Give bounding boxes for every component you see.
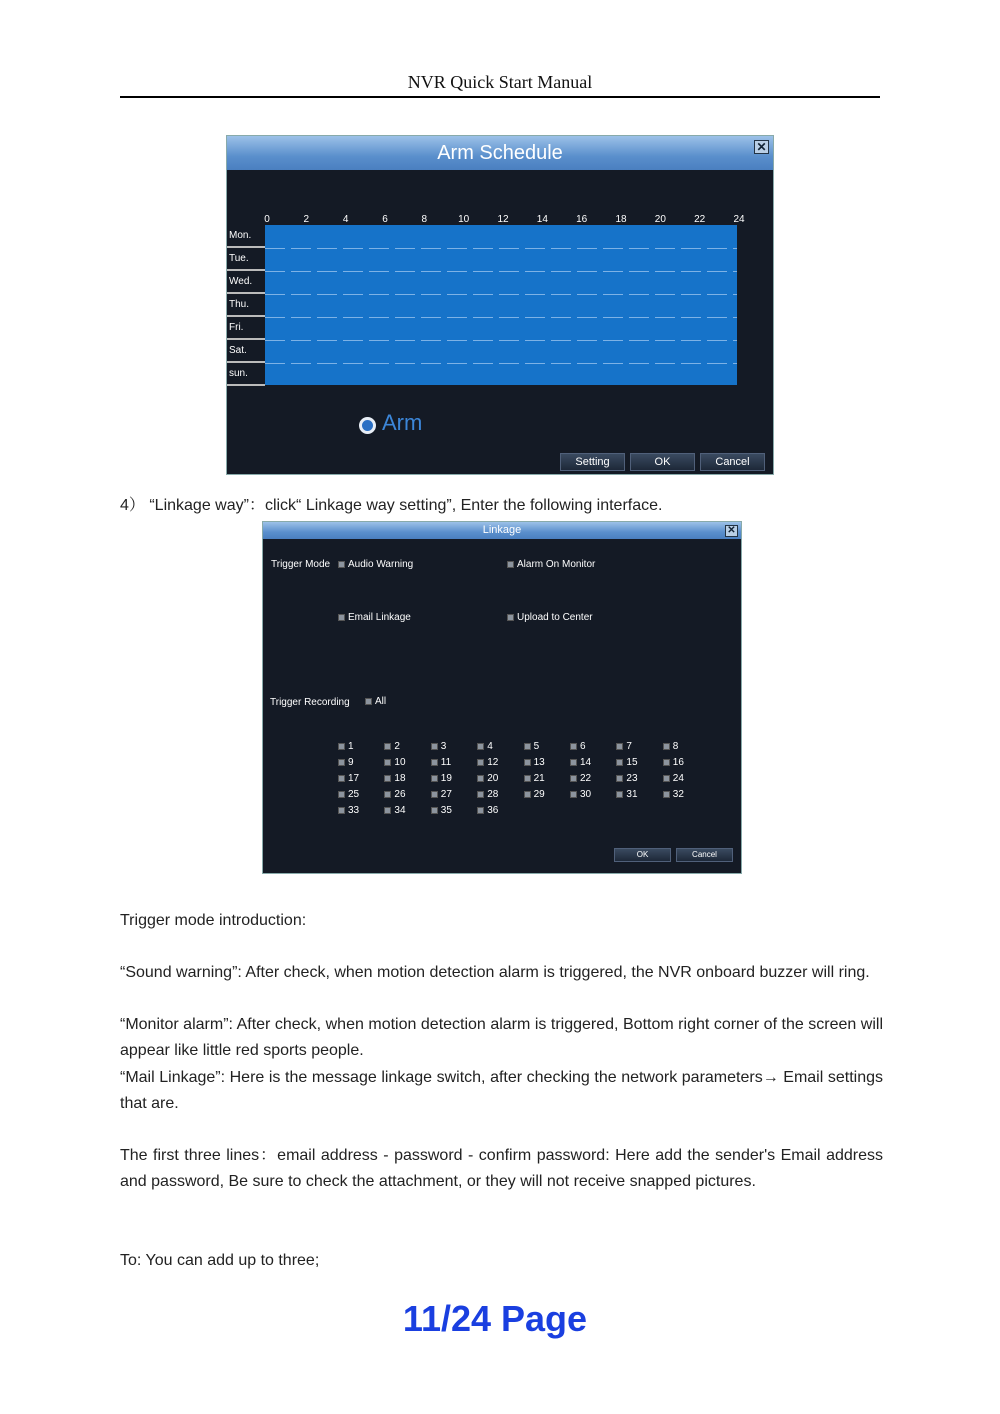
monitor-alarm-paragraph: “Monitor alarm”: After check, when motion detection alarm is triggered, Bottom right corner of the screen will appear like little red sports people. — [120, 1016, 883, 1060]
channel-label: 3 — [440, 741, 447, 752]
day-label: Fri. — [227, 317, 265, 340]
channel-label: 25 — [348, 789, 360, 800]
channel-checkbox[interactable] — [663, 741, 679, 752]
checkbox-icon — [365, 698, 372, 705]
all-channels-checkbox[interactable] — [365, 696, 386, 707]
channel-checkbox[interactable] — [338, 789, 359, 800]
channel-label: 27 — [440, 789, 452, 800]
channel-label: 32 — [672, 789, 684, 800]
channel-checkbox[interactable] — [477, 757, 498, 768]
day-row-divider — [265, 363, 737, 364]
alarm-on-monitor-checkbox[interactable] — [507, 559, 595, 570]
step-4-text: 4） “Linkage way”：click“ Linkage way setting”, Enter the following interface. — [120, 497, 663, 514]
channel-checkbox[interactable] — [663, 773, 684, 784]
checkbox-icon — [507, 561, 514, 568]
channel-label: 11 — [440, 757, 452, 768]
linkage-dialog — [262, 521, 742, 874]
upload-to-center-checkbox[interactable] — [507, 612, 593, 623]
channel-label: 18 — [394, 773, 406, 784]
channel-checkbox[interactable] — [477, 805, 498, 816]
channel-checkbox[interactable] — [431, 805, 452, 816]
channel-label: 9 — [348, 757, 354, 768]
checkbox-icon — [477, 759, 484, 766]
hour-tick-label: 4 — [342, 214, 349, 225]
checkbox-icon — [663, 775, 670, 782]
hour-tick-label: 2 — [303, 214, 310, 225]
arm-radio-button[interactable] — [359, 417, 376, 434]
checkbox-icon — [663, 759, 670, 766]
to-paragraph: To: You can add up to three; — [120, 1252, 320, 1269]
checkbox-icon — [431, 791, 438, 798]
checkbox-icon — [338, 759, 345, 766]
channel-checkbox[interactable] — [477, 789, 498, 800]
channel-label: 34 — [394, 805, 406, 816]
day-label: Tue. — [227, 248, 265, 271]
checkbox-icon — [338, 775, 345, 782]
channel-label: 36 — [487, 805, 499, 816]
checkbox-icon — [524, 759, 531, 766]
all-label: All — [375, 696, 387, 707]
document-header-title: NVR Quick Start Manual — [407, 72, 593, 92]
day-row-divider — [265, 248, 737, 249]
checkbox-icon — [524, 743, 531, 750]
header-divider — [120, 96, 880, 98]
channel-checkbox[interactable] — [663, 789, 684, 800]
channel-checkbox[interactable] — [431, 741, 447, 752]
hour-tick-label: 24 — [733, 214, 745, 225]
checkbox-icon — [524, 791, 531, 798]
hour-tick-label: 14 — [536, 214, 548, 225]
channel-checkbox[interactable] — [570, 789, 591, 800]
sound-warning-paragraph: “Sound warning”: After check, when motion detection alarm is triggered, the NVR onboard buzzer will ring. — [120, 964, 870, 981]
channel-label: 29 — [533, 789, 545, 800]
arm-schedule-dialog — [226, 135, 774, 475]
channel-label: 21 — [533, 773, 545, 784]
checkbox-icon — [384, 759, 391, 766]
channel-label: 22 — [580, 773, 592, 784]
checkbox-icon — [384, 807, 391, 814]
day-label: Wed. — [227, 271, 265, 294]
checkbox-icon — [477, 807, 484, 814]
channel-checkbox[interactable] — [477, 773, 498, 784]
channel-checkbox[interactable] — [616, 789, 637, 800]
checkbox-icon — [477, 791, 484, 798]
channel-checkbox[interactable] — [384, 805, 405, 816]
ok-button[interactable]: OK — [630, 453, 695, 471]
mail-linkage-paragraph: “Mail Linkage”: Here is the message linkage switch, after checking the network parameters→ Email settings that are. — [120, 1069, 883, 1113]
email-lines-paragraph: The first three lines：email address - password - confirm password: Here add the sender's Email address and password, Be sure to check the attachment, or they will not receive snapped pictures. — [120, 1147, 883, 1191]
channel-label: 4 — [487, 741, 493, 752]
channel-checkbox[interactable] — [570, 741, 586, 752]
ok-button[interactable]: OK — [614, 848, 671, 862]
channel-label: 16 — [672, 757, 684, 768]
checkbox-icon — [338, 743, 345, 750]
email-linkage-checkbox[interactable] — [338, 612, 411, 623]
checkbox-icon — [616, 775, 623, 782]
hour-tick-label: 16 — [576, 214, 588, 225]
checkbox-icon — [338, 791, 345, 798]
schedule-grid[interactable] — [265, 225, 737, 385]
channel-label: 24 — [672, 773, 684, 784]
checkbox-icon — [431, 743, 438, 750]
arm-schedule-title: Arm Schedule — [227, 136, 773, 170]
checkbox-icon — [477, 775, 484, 782]
checkbox-icon — [431, 807, 438, 814]
checkbox-icon — [431, 775, 438, 782]
channel-label: 10 — [394, 757, 406, 768]
channel-checkbox[interactable] — [431, 773, 452, 784]
trigger-mode-label: Trigger Mode — [271, 559, 331, 570]
channel-checkbox[interactable] — [338, 805, 359, 816]
hour-tick-label: 20 — [654, 214, 666, 225]
channel-label: 35 — [440, 805, 452, 816]
channel-label: 7 — [626, 741, 632, 752]
channel-checkbox[interactable] — [524, 789, 545, 800]
day-row-divider — [265, 340, 737, 341]
channel-label: 14 — [580, 757, 592, 768]
hour-tick-label: 8 — [421, 214, 428, 225]
channel-label: 2 — [394, 741, 400, 752]
channel-label: 6 — [580, 741, 586, 752]
channel-checkbox[interactable] — [477, 741, 493, 752]
day-label: Thu. — [227, 294, 265, 317]
channel-checkbox[interactable] — [616, 757, 637, 768]
channel-checkbox[interactable] — [524, 741, 540, 752]
channel-checkbox[interactable] — [570, 773, 591, 784]
checkbox-icon — [663, 743, 670, 750]
close-icon[interactable]: ✕ — [754, 140, 769, 154]
channel-checkbox[interactable] — [616, 741, 632, 752]
channel-label: 30 — [580, 789, 592, 800]
checkbox-icon — [431, 759, 438, 766]
checkbox-icon — [384, 791, 391, 798]
channel-label: 12 — [487, 757, 499, 768]
cancel-button[interactable]: Cancel — [676, 848, 733, 862]
checkbox-icon — [616, 743, 623, 750]
checkbox-icon — [570, 743, 577, 750]
day-label: sun. — [227, 363, 265, 386]
email-linkage-label: Email Linkage — [348, 612, 411, 623]
channel-checkbox[interactable] — [616, 773, 637, 784]
channel-checkbox[interactable] — [524, 773, 545, 784]
checkbox-icon — [616, 791, 623, 798]
upload-to-center-label: Upload to Center — [517, 612, 593, 623]
channel-label: 20 — [487, 773, 499, 784]
checkbox-icon — [570, 791, 577, 798]
channel-checkbox[interactable] — [384, 741, 400, 752]
day-row-divider — [265, 317, 737, 318]
channel-checkbox[interactable] — [570, 757, 591, 768]
day-label: Mon. — [227, 225, 265, 248]
audio-warning-checkbox[interactable] — [338, 559, 413, 570]
checkbox-icon — [338, 614, 345, 621]
channel-label: 17 — [348, 773, 360, 784]
channel-checkbox[interactable] — [384, 757, 405, 768]
trigger-mode-intro: Trigger mode introduction: — [120, 912, 307, 929]
channel-label: 19 — [440, 773, 452, 784]
checkbox-icon — [663, 791, 670, 798]
checkbox-icon — [507, 614, 514, 621]
setting-button[interactable]: Setting — [560, 453, 625, 471]
close-icon[interactable]: ✕ — [725, 525, 738, 537]
page-number: 11/24 Page — [402, 1298, 588, 1339]
checkbox-icon — [570, 775, 577, 782]
channel-label: 5 — [533, 741, 540, 752]
checkbox-icon — [524, 775, 531, 782]
channel-label: 31 — [626, 789, 638, 800]
checkbox-icon — [616, 759, 623, 766]
day-row-divider — [265, 294, 737, 295]
checkbox-icon — [338, 561, 345, 568]
checkbox-icon — [477, 743, 484, 750]
channel-checkbox[interactable] — [663, 757, 684, 768]
channel-checkbox[interactable] — [338, 741, 354, 752]
channel-checkbox[interactable] — [338, 773, 359, 784]
trigger-recording-label: Trigger Recording — [270, 697, 350, 708]
channel-label: 33 — [348, 805, 360, 816]
hour-tick-label: 6 — [382, 214, 388, 225]
day-label: Sat. — [227, 340, 265, 363]
arm-label: Arm — [382, 410, 423, 435]
channel-label: 13 — [533, 757, 545, 768]
checkbox-icon — [570, 759, 577, 766]
channel-label: 15 — [626, 757, 638, 768]
checkbox-icon — [338, 807, 345, 814]
channel-checkbox[interactable] — [431, 757, 451, 768]
channel-checkbox[interactable] — [431, 789, 452, 800]
channel-label: 1 — [348, 741, 354, 752]
hour-tick-label: 12 — [497, 214, 509, 225]
cancel-button[interactable]: Cancel — [700, 453, 765, 471]
channel-checkbox[interactable] — [338, 757, 354, 768]
channel-checkbox[interactable] — [384, 773, 405, 784]
hour-tick-label: 18 — [615, 214, 627, 225]
channel-checkbox[interactable] — [524, 757, 545, 768]
alarm-on-monitor-label: Alarm On Monitor — [517, 559, 596, 570]
channel-label: 26 — [394, 789, 406, 800]
checkbox-icon — [384, 775, 391, 782]
linkage-title: Linkage — [263, 522, 741, 539]
channel-checkbox[interactable] — [384, 789, 405, 800]
channel-label: 23 — [626, 773, 638, 784]
channel-label: 8 — [672, 741, 679, 752]
hour-tick-label: 10 — [458, 214, 470, 225]
hour-tick-label: 22 — [694, 214, 706, 225]
hour-tick-label: 0 — [264, 214, 270, 225]
checkbox-icon — [384, 743, 391, 750]
audio-warning-label: Audio Warning — [348, 559, 414, 570]
channel-label: 28 — [487, 789, 499, 800]
day-row-divider — [265, 271, 737, 272]
